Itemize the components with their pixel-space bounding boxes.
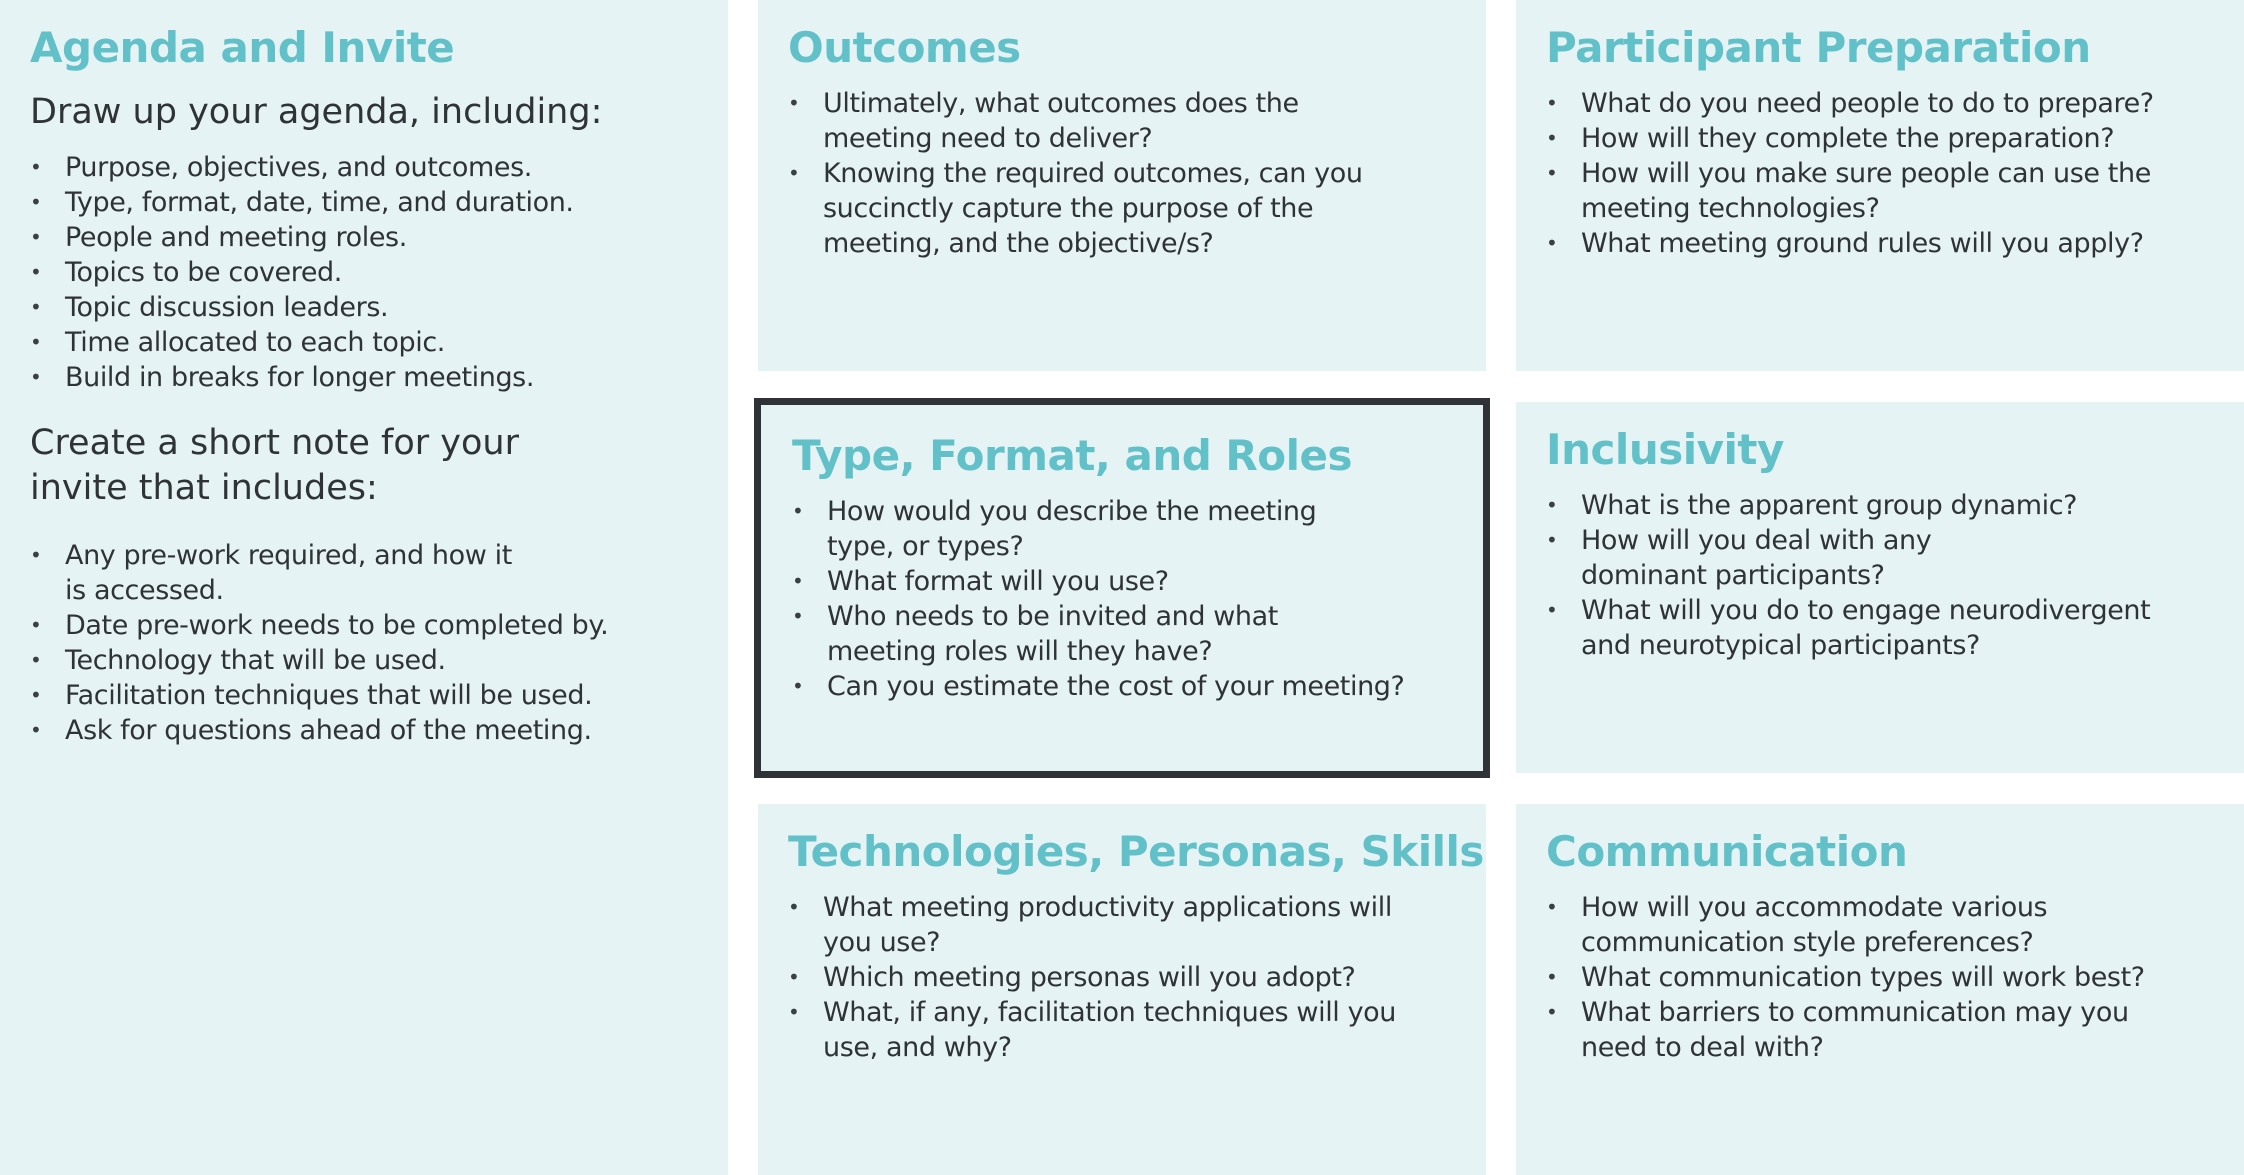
invite-heading-line1: Create a short note for your bbox=[30, 423, 519, 463]
list-item: • Facilitation techniques that will be used. bbox=[30, 678, 640, 713]
list-item: • Topic discussion leaders. bbox=[30, 290, 698, 325]
list-item: • Can you estimate the cost of your meeting? bbox=[792, 669, 1432, 704]
invite-heading-line2: invite that includes: bbox=[30, 468, 378, 508]
technologies-personas-skills-title: Technologies, Personas, Skills bbox=[788, 827, 1484, 876]
list-item: • What is the apparent group dynamic? bbox=[1546, 488, 2186, 523]
communication-list bbox=[1546, 890, 2206, 1065]
type-format-roles-title: Type, Format, and Roles bbox=[792, 431, 1352, 480]
list-item: • How would you describe the meeting type, or types? bbox=[792, 494, 1432, 564]
technologies-personas-skills-panel bbox=[758, 804, 1486, 1175]
list-item: • Topics to be covered. bbox=[30, 255, 698, 290]
list-item: • What will you do to engage neurodivergent and neurotypical participants? bbox=[1546, 593, 2186, 663]
inclusivity-title: Inclusivity bbox=[1546, 425, 1784, 474]
list-item: • Type, format, date, time, and duration. bbox=[30, 185, 698, 220]
list-item: • How will you deal with any dominant participants? bbox=[1546, 523, 2186, 593]
list-item: • Any pre-work required, and how it is accessed. bbox=[30, 538, 640, 608]
list-item: • What, if any, facilitation techniques will you use, and why? bbox=[788, 995, 1428, 1065]
list-item: • How will you accommodate various communication style preferences? bbox=[1546, 890, 2206, 960]
inclusivity-panel bbox=[1516, 402, 2244, 773]
agenda-list bbox=[30, 150, 698, 395]
technologies-list bbox=[788, 890, 1428, 1065]
list-item: • What do you need people to do to prepare? bbox=[1546, 86, 2216, 121]
list-item: • Date pre-work needs to be completed by. bbox=[30, 608, 640, 643]
type-format-list bbox=[792, 494, 1432, 704]
agenda-invite-title: Agenda and Invite bbox=[30, 23, 455, 72]
agenda-invite-panel bbox=[0, 0, 728, 1175]
communication-panel bbox=[1516, 804, 2244, 1175]
outcomes-list bbox=[788, 86, 1378, 261]
outcomes-panel bbox=[758, 0, 1486, 371]
participant-preparation-title: Participant Preparation bbox=[1546, 23, 2091, 72]
list-item: • Build in breaks for longer meetings. bbox=[30, 360, 698, 395]
invite-list bbox=[30, 538, 640, 748]
list-item: • What barriers to communication may you need to deal with? bbox=[1546, 995, 2206, 1065]
list-item: • Ask for questions ahead of the meeting. bbox=[30, 713, 640, 748]
communication-title: Communication bbox=[1546, 827, 1908, 876]
participant-preparation-panel bbox=[1516, 0, 2244, 371]
preparation-list bbox=[1546, 86, 2216, 261]
list-item: • Time allocated to each topic. bbox=[30, 325, 698, 360]
list-item: • Ultimately, what outcomes does the meeting need to deliver? bbox=[788, 86, 1378, 156]
list-item: • Who needs to be invited and what meeting roles will they have? bbox=[792, 599, 1432, 669]
list-item: • What format will you use? bbox=[792, 564, 1432, 599]
type-format-roles-panel bbox=[754, 398, 1490, 778]
list-item: • Knowing the required outcomes, can you succinctly capture the purpose of the meeting, and the objective/s? bbox=[788, 156, 1378, 261]
list-item: • What communication types will work best? bbox=[1546, 960, 2206, 995]
list-item: • What meeting productivity applications will you use? bbox=[788, 890, 1428, 960]
list-item: • Which meeting personas will you adopt? bbox=[788, 960, 1428, 995]
inclusivity-list bbox=[1546, 488, 2186, 663]
list-item: • Technology that will be used. bbox=[30, 643, 640, 678]
list-item: • What meeting ground rules will you apply? bbox=[1546, 226, 2216, 261]
outcomes-title: Outcomes bbox=[788, 23, 1021, 72]
list-item: • How will you make sure people can use the meeting technologies? bbox=[1546, 156, 2216, 226]
list-item: • Purpose, objectives, and outcomes. bbox=[30, 150, 698, 185]
invite-heading bbox=[30, 421, 698, 511]
list-item: • People and meeting roles. bbox=[30, 220, 698, 255]
list-item: • How will they complete the preparation? bbox=[1546, 121, 2216, 156]
agenda-heading: Draw up your agenda, including: bbox=[30, 92, 603, 132]
